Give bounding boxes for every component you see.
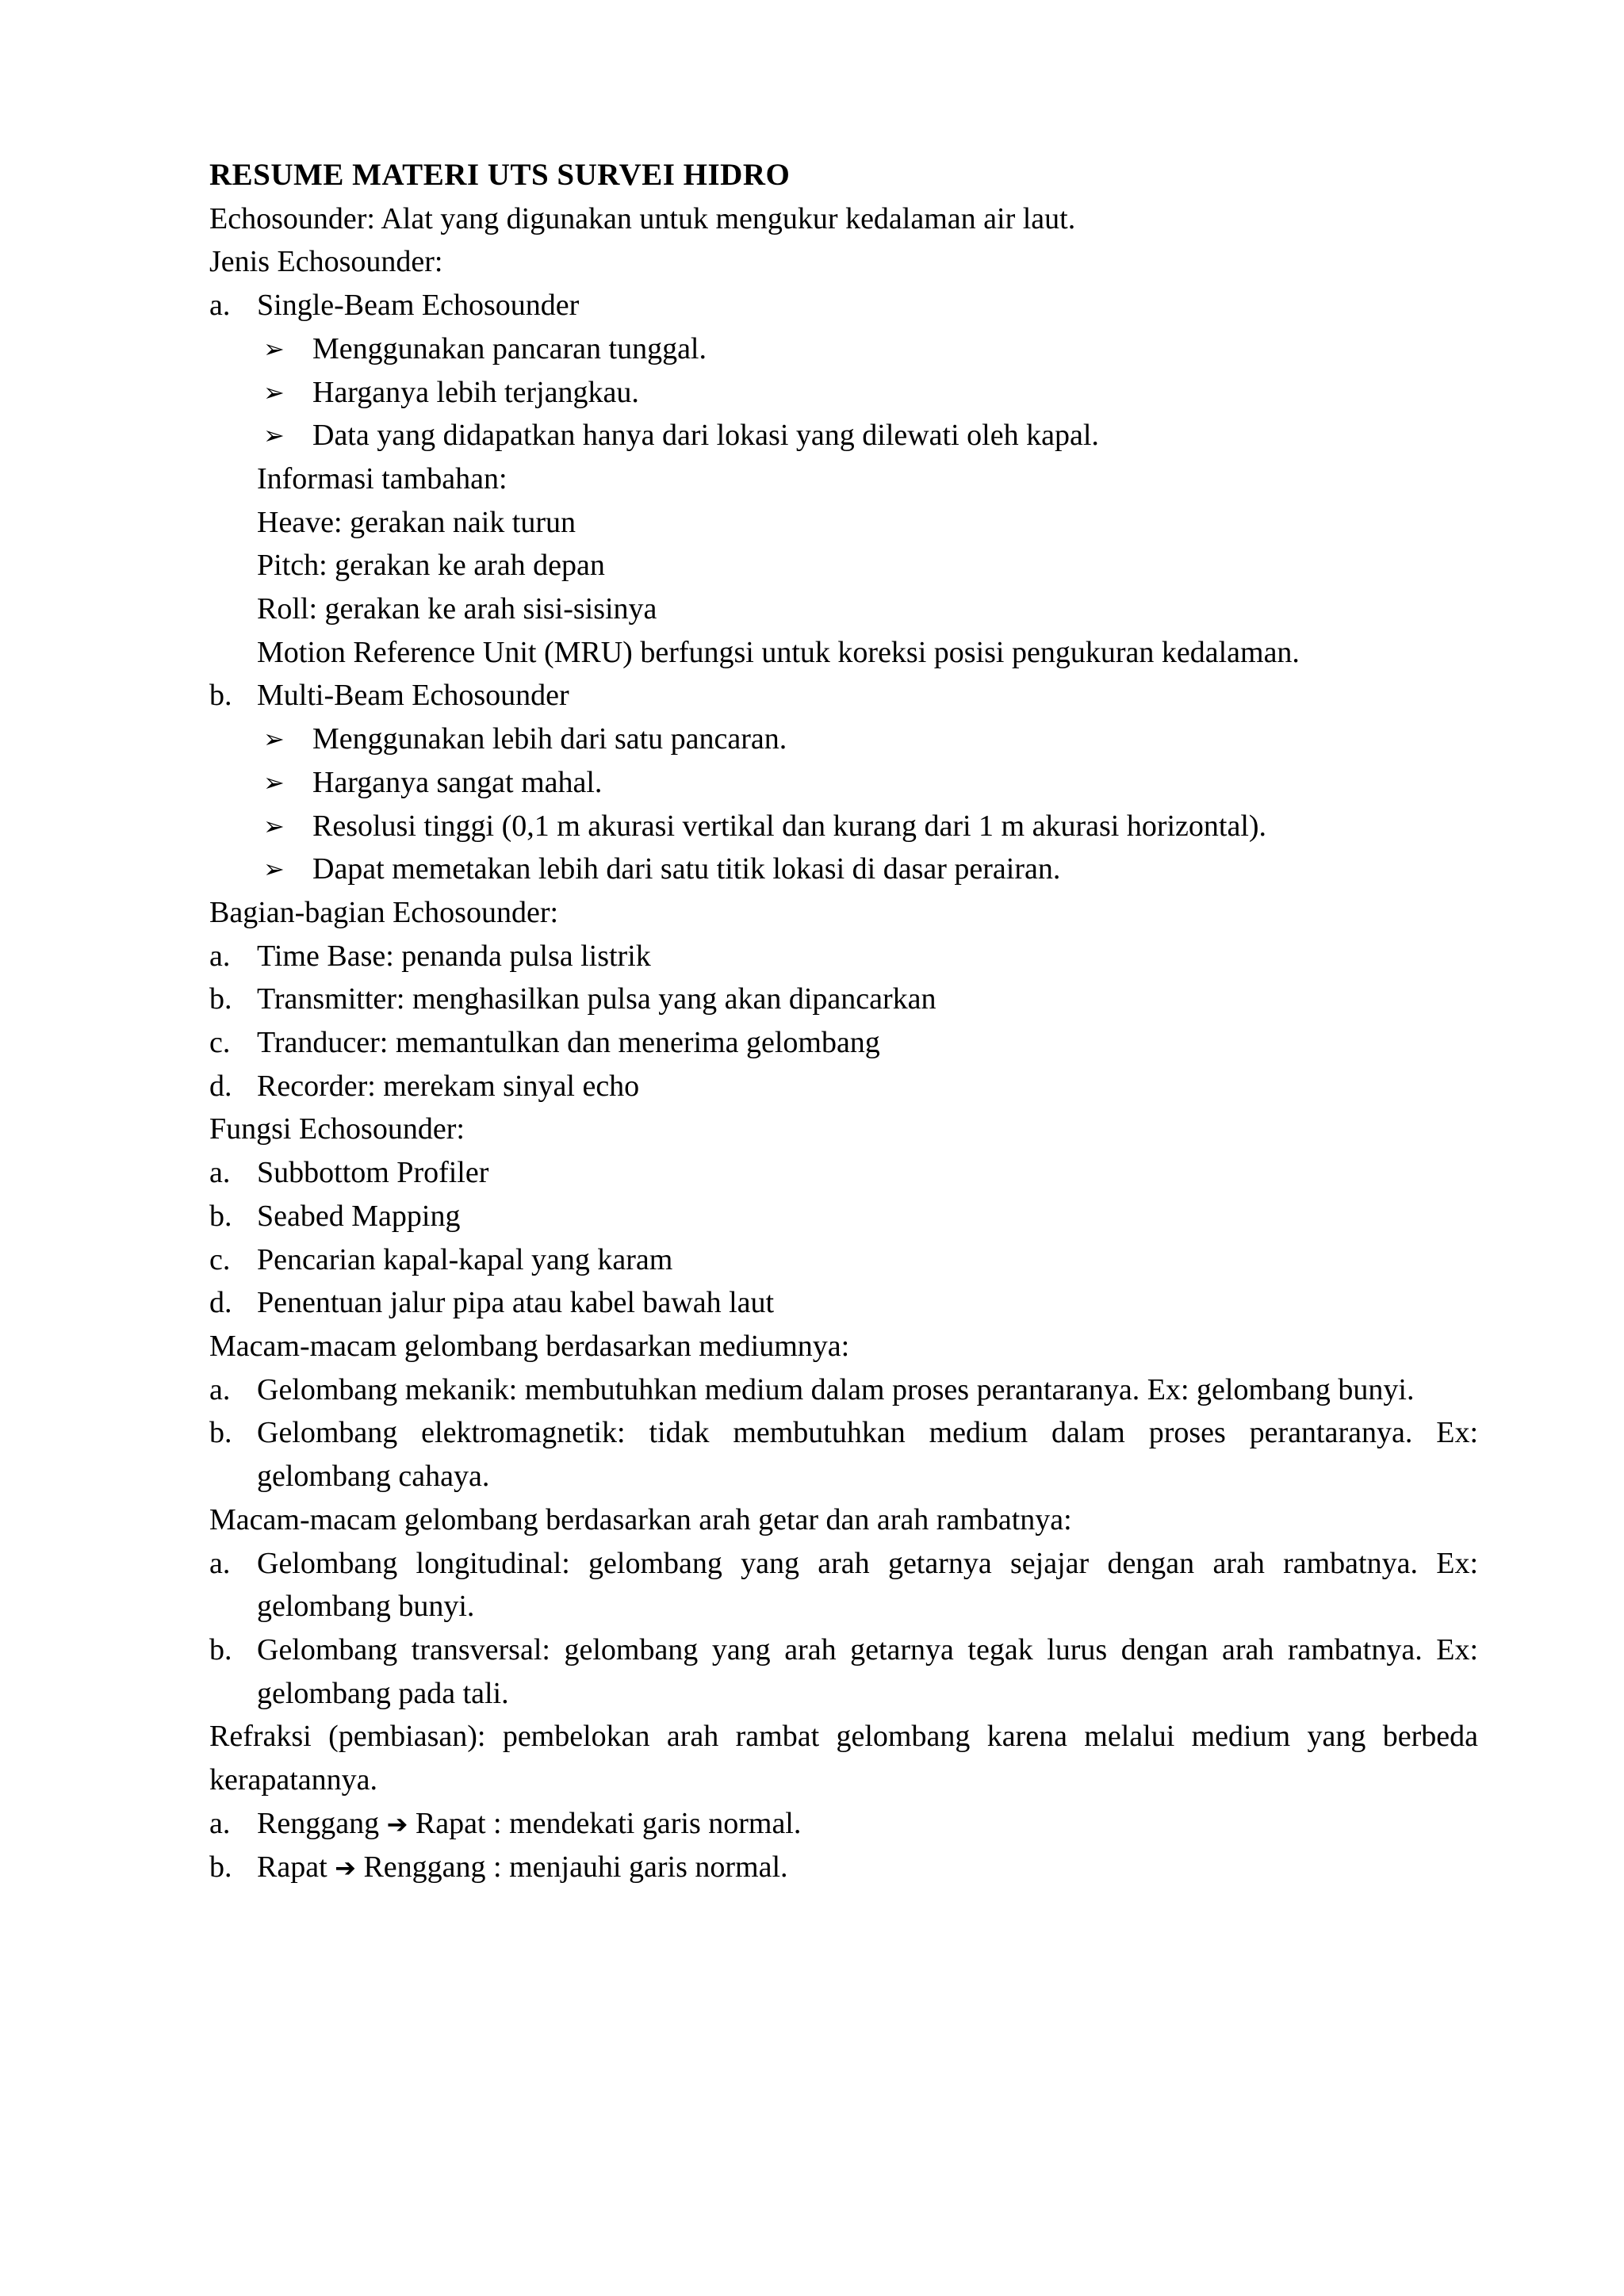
list-item-text: Subbottom Profiler [257, 1156, 489, 1190]
bullet-text: Data yang didapatkan hanya dari lokasi yang dilewati oleh kapal. [312, 419, 1099, 453]
refraksi-to: Rapat [415, 1806, 486, 1840]
list-item-text: Tranducer: memantulkan dan menerima gelombang [257, 1026, 880, 1060]
list-item [209, 1846, 1478, 1890]
list-marker: a. [209, 1372, 231, 1406]
list-marker: a. [209, 1546, 231, 1580]
bagian-heading: Bagian-bagian Echosounder: [209, 895, 559, 929]
list-item [209, 935, 1478, 978]
document-title: RESUME MATERI UTS SURVEI HIDRO [209, 158, 791, 192]
list-item-text: Penentuan jalur pipa atau kabel bawah laut [257, 1286, 775, 1320]
refraksi-from: Rapat [257, 1850, 327, 1885]
bullet-text: Menggunakan lebih dari satu pancaran. [312, 722, 787, 756]
bullet-text: Harganya sangat mahal. [312, 765, 603, 799]
bullet-text: Dapat memetakan lebih dari satu titik lokasi di dasar perairan. [312, 852, 1061, 886]
list-marker: d. [209, 1069, 232, 1103]
list-marker: a. [209, 939, 231, 973]
list-item [209, 1542, 1478, 1628]
list-item [209, 1195, 1478, 1238]
medium-heading: Macam-macam gelombang berdasarkan mediumnya: [209, 1329, 850, 1363]
list-item-text: Single-Beam Echosounder [257, 289, 580, 323]
list-item [209, 1411, 1478, 1498]
bullet-item [209, 848, 1478, 891]
right-arrow-icon: ➔ [386, 1808, 408, 1839]
arah-heading: Macam-macam gelombang berdasarkan arah getar dan arah rambatnya: [209, 1502, 1072, 1536]
arrowhead-bullet-icon: ➢ [263, 724, 285, 755]
list-marker: b. [209, 1850, 232, 1885]
bullet-item [209, 761, 1478, 805]
jenis-item-multi-beam [209, 674, 1478, 718]
arrowhead-bullet-icon: ➢ [263, 854, 285, 885]
list-marker: b. [209, 679, 232, 713]
list-item-text: Pencarian kapal-kapal yang karam [257, 1242, 673, 1276]
list-item-text: Transmitter: menghasilkan pulsa yang akan dipancarkan [257, 982, 936, 1016]
echosounder-definition: Echosounder: Alat yang digunakan untuk mengukur kedalaman air laut. [209, 201, 1076, 235]
list-item-text: Recorder: merekam sinyal echo [257, 1069, 640, 1103]
info-heave: Heave: gerakan naik turun [257, 505, 576, 539]
arrowhead-bullet-icon: ➢ [263, 810, 285, 841]
arrowhead-bullet-icon: ➢ [263, 767, 285, 798]
list-item [209, 1802, 1478, 1846]
list-item-text: Gelombang transversal: gelombang yang arah getarnya tegak lurus dengan arah rambatnya. Ex: gelombang pada tali. [257, 1632, 1478, 1710]
info-heading: Informasi tambahan: [257, 461, 508, 496]
info-roll: Roll: gerakan ke arah sisi-sisinya [257, 592, 657, 626]
list-item [209, 1151, 1478, 1195]
list-item [209, 1281, 1478, 1325]
list-item-text: Gelombang mekanik: membutuhkan medium dalam proses perantaranya. Ex: gelombang bunyi. [257, 1372, 1415, 1406]
bullet-item [209, 327, 1478, 371]
list-item-text: Multi-Beam Echosounder [257, 679, 569, 713]
refraksi-definition: Refraksi (pembiasan): pembelokan arah rambat gelombang karena melalui medium yang berbeda kerapatannya. [209, 1720, 1478, 1797]
list-item-text: Gelombang longitudinal: gelombang yang arah getarnya sejajar dengan arah rambatnya. Ex: gelombang bunyi. [257, 1546, 1478, 1624]
arrowhead-bullet-icon: ➢ [263, 420, 285, 451]
list-item-text: Time Base: penanda pulsa listrik [257, 939, 651, 973]
list-item [209, 978, 1478, 1021]
list-item [209, 1628, 1478, 1715]
document-page [209, 154, 1478, 1890]
bullet-item [209, 414, 1478, 457]
list-marker: c. [209, 1026, 231, 1060]
arrowhead-bullet-icon: ➢ [263, 377, 285, 408]
jenis-item-single-beam [209, 284, 1478, 327]
info-mru: Motion Reference Unit (MRU) berfungsi untuk koreksi posisi pengukuran kedalaman. [257, 635, 1300, 669]
jenis-heading: Jenis Echosounder: [209, 245, 443, 279]
list-marker: a. [209, 289, 231, 323]
list-marker: b. [209, 982, 232, 1016]
list-item [209, 1238, 1478, 1282]
bullet-item [209, 805, 1478, 848]
list-item [209, 1368, 1478, 1412]
list-marker: a. [209, 1156, 231, 1190]
bullet-text: Menggunakan pancaran tunggal. [312, 331, 707, 365]
bullet-item [209, 718, 1478, 761]
bullet-item [209, 371, 1478, 415]
list-marker: a. [209, 1806, 231, 1840]
list-item [209, 1065, 1478, 1108]
info-pitch: Pitch: gerakan ke arah depan [257, 549, 605, 583]
bullet-text: Resolusi tinggi (0,1 m akurasi vertikal dan kurang dari 1 m akurasi horizontal). [312, 809, 1267, 843]
right-arrow-icon: ➔ [335, 1853, 356, 1884]
list-marker: b. [209, 1632, 232, 1667]
list-item-text: Seabed Mapping [257, 1199, 461, 1233]
list-marker: c. [209, 1242, 231, 1276]
list-marker: d. [209, 1286, 232, 1320]
list-item [209, 1021, 1478, 1065]
refraksi-desc: : mendekati garis normal. [493, 1806, 802, 1840]
list-item-text: Gelombang elektromagnetik: tidak membutuhkan medium dalam proses perantaranya. Ex: gelombang cahaya. [257, 1416, 1478, 1494]
bullet-text: Harganya lebih terjangkau. [312, 375, 639, 409]
list-marker: b. [209, 1199, 232, 1233]
refraksi-from: Renggang [257, 1806, 380, 1840]
refraksi-desc: : menjauhi garis normal. [493, 1850, 788, 1885]
arrowhead-bullet-icon: ➢ [263, 333, 285, 364]
refraksi-to: Renggang [363, 1850, 486, 1885]
fungsi-heading: Fungsi Echosounder: [209, 1112, 465, 1146]
list-marker: b. [209, 1416, 232, 1450]
